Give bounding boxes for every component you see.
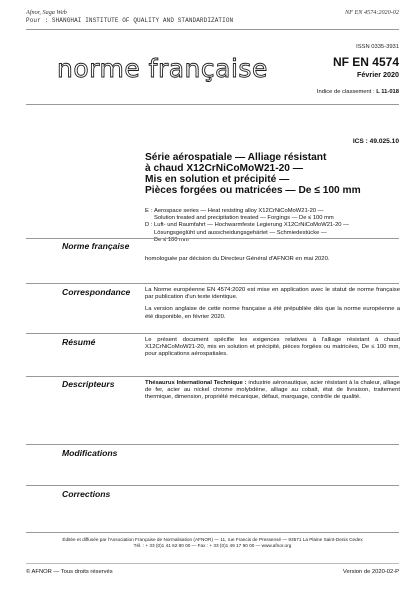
paragraph (145, 380, 400, 402)
paragraph: Le présent document spécifie les exigences relatives à l'alliage résistant à chaud X12CrNiCoMoW21-20, mis en solution et précipité, pièces forgées ou matricées, De ≤ 100 mm, pour applications aérospatiales. (145, 337, 400, 358)
translation-line: Aerospace series — Heat resisting alloy X12CrNiCoMoW21-20 — (154, 208, 324, 214)
publisher-contact: Tél. : + 33 (0)1 41 62 80 00 — Fax : + 33 (0)1 49 17 90 00 — www.afnor.org (133, 543, 292, 548)
translation-line: Luft- und Raumfahrt — Hochwarmfeste Legierung X12CrNiCoMoW21-20 — (154, 222, 349, 229)
translation-line: Lösungsgeglüht und ausscheidungsgehärtet — Schmiedestücke — (154, 229, 327, 236)
english-title (145, 208, 400, 222)
licensee-line: Afnor, Saga Web (26, 9, 67, 16)
section-body-descripteurs (145, 380, 400, 407)
translation-line: De ≤ 100 mm (154, 236, 189, 243)
language-code: E : (145, 208, 153, 214)
standard-number: NF EN 4574 (332, 55, 399, 69)
section-divider (26, 238, 399, 239)
document-reference: NF EN 4574:2020-02 (345, 9, 399, 16)
classification-index (317, 89, 399, 95)
section-heading-resume: Résumé (62, 337, 96, 347)
section-divider (26, 485, 399, 486)
section-heading-descripteurs: Descripteurs (62, 379, 115, 389)
section-heading-norme-francaise: Norme française (62, 241, 130, 251)
title-line: Mis en solution et précipité — (145, 174, 290, 185)
german-title (145, 222, 400, 244)
section-heading-corrections: Corrections (62, 489, 111, 499)
section-divider (26, 376, 399, 377)
copyright: © AFNOR — Tous droits réservés (26, 569, 113, 575)
section-body-resume (145, 337, 400, 364)
section-heading-correspondance: Correspondance (62, 287, 131, 297)
paragraph: homologuée par décision du Directeur Général d'AFNOR en mai 2020. (145, 256, 330, 262)
thesaurus-label: Thésaurus International Technique : (145, 380, 247, 386)
version: Version de 2020-02-P (342, 569, 399, 575)
header-divider (26, 29, 399, 30)
language-code: D : (145, 222, 153, 229)
issn: ISSN 0335-3931 (356, 44, 399, 50)
publisher-info (26, 537, 399, 549)
section-divider (26, 283, 399, 284)
divider (26, 104, 399, 105)
title-line: Série aérospatiale — Alliage résistant (145, 152, 327, 163)
section-body-norme-francaise (145, 256, 400, 268)
paragraph: La Norme européenne EN 4574:2020 est mise en application avec le statut de norme française par publication d'un texte identique. (145, 287, 400, 301)
paragraph: La version anglaise de cette norme française a été prépubliée dès que la norme européenne a été disponible, en février 2020. (145, 306, 400, 320)
translation-line: Solution treated and precipitation treated — Forgings — De ≤ 100 mm (154, 215, 334, 222)
descriptor-list: industrie aéronautique, acier résistant à la chaleur, alliage de fer, acier au nickel chrome molybdène, alliage au cobalt, état de livraison, traitement thermique, dimension, propriété mécanique, défaut, marquage, contrôle de qualité. (145, 380, 400, 401)
ics-code: ICS : 49.025.10 (352, 138, 399, 145)
title-line: à chaud X12CrNiCoMoW21-20 — (145, 163, 303, 174)
footer-divider (26, 532, 399, 533)
norme-francaise-logo: norme française (57, 54, 268, 83)
section-body-correspondance (145, 287, 400, 326)
pour-line: Pour : SHANGHAI INSTITUTE OF QUALITY AND STANDARDIZATION (26, 17, 234, 24)
publisher-address: Éditée et diffusée par l'Association Française de Normalisation (AFNOR) — 11, rue Francis de Pressensé — 93571 La Plaine Saint-Denis Cedex (62, 537, 363, 542)
section-divider (26, 333, 399, 334)
document-title (145, 152, 395, 196)
standard-date: Février 2020 (357, 70, 399, 79)
title-line: Pièces forgées ou matricées — De ≤ 100 mm (145, 185, 361, 196)
indice-label: Indice de classement : (316, 89, 375, 95)
section-divider (26, 444, 399, 445)
footer-divider (26, 563, 399, 564)
section-heading-modifications: Modifications (62, 448, 118, 458)
indice-value: L 11-018 (376, 89, 399, 95)
